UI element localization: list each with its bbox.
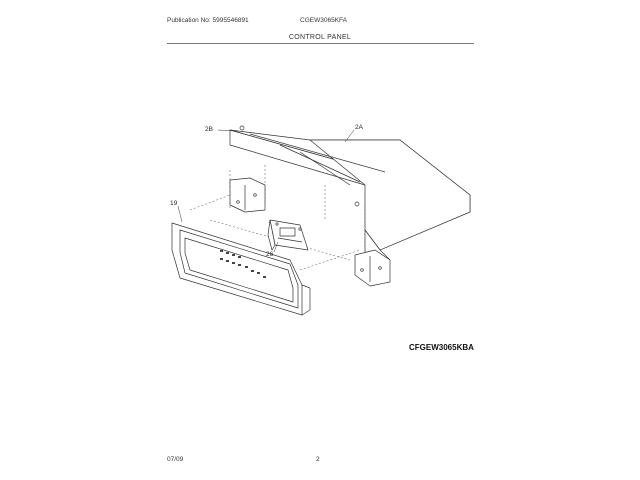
callout-label-26: 26	[266, 251, 274, 258]
page-number: 2	[316, 456, 320, 463]
callout-label-2a: 2A	[355, 124, 363, 131]
control-panel-exploded-diagram	[150, 110, 480, 330]
model-number-header: CGEW3065KFA	[300, 17, 347, 24]
left-side-bracket	[230, 178, 265, 212]
callout-label-2b: 2B	[205, 126, 213, 133]
section-title: CONTROL PANEL	[288, 34, 352, 41]
control-board-part-26	[268, 220, 308, 250]
top-cover-part-2a	[230, 126, 470, 260]
header-divider	[167, 43, 474, 44]
callout-label-19: 19	[170, 200, 178, 207]
diagram-model-label: CFGEW3065KBA	[409, 343, 474, 352]
footer-date: 07/09	[167, 456, 184, 463]
publication-number: Publication No: 5995546891	[167, 17, 249, 24]
